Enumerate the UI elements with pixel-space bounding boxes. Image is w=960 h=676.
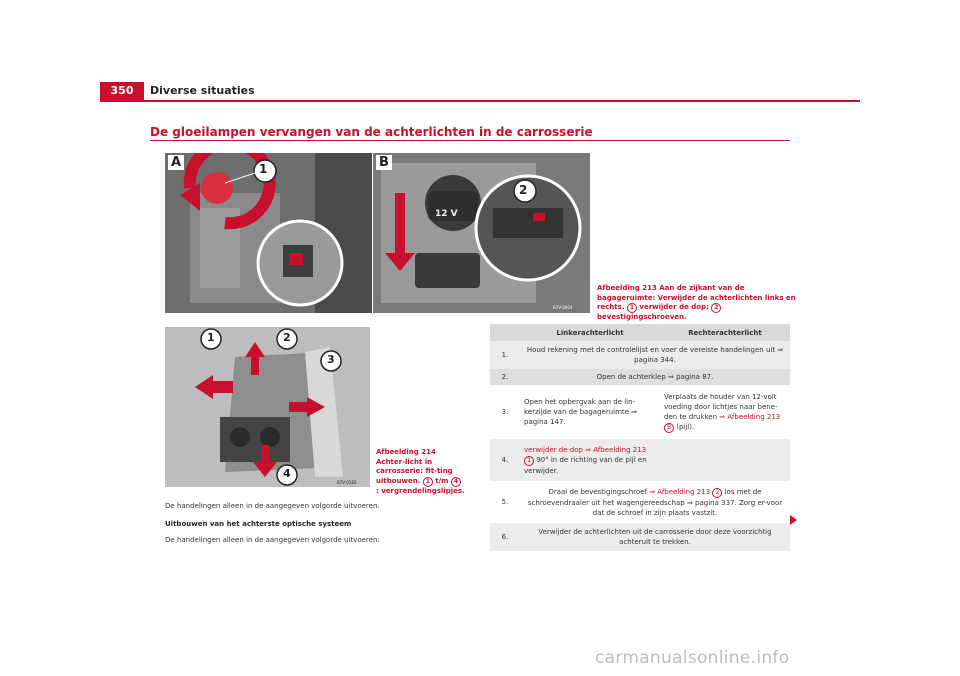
caption-num: 4: [451, 477, 461, 487]
steps-table-wrap: [490, 324, 790, 551]
table-row: 2. Open de achterklep ⇒ pagina 87.: [490, 369, 790, 385]
panel-b-illustration: [373, 153, 590, 313]
figure-link[interactable]: verwijder de dop ⇒ Afbeelding 213: [524, 445, 647, 454]
figure-213-caption: Afbeelding 213 Aan de zijkant van de bagageruimte: Verwijder de achterlichten links en rechts. 1 verwijder de dop; 2 bevestigingschroeven.: [597, 284, 796, 321]
figure-link[interactable]: ⇒ Afbeelding 213: [649, 487, 711, 496]
col-right-header: Rechterachterlicht: [660, 324, 790, 341]
figure-213-panel-a: [165, 153, 372, 313]
figure-213-panel-b: [373, 153, 590, 313]
callout-1: 1: [207, 331, 215, 344]
next-page-arrow-icon[interactable]: [790, 515, 797, 525]
callout-4: 4: [283, 467, 291, 480]
callout-2: 2: [519, 183, 528, 197]
table-row: 5. Draai de bevestigingschroef ⇒ Afbeelding 213 2 los met de schroevendraaier uit het wagengereedschap ⇒ pagina 337. Zorg er-voor dat de schroef in zijn plaats vastzit.: [490, 481, 790, 523]
caption-num: 2: [711, 303, 721, 313]
section-title: Diverse situaties: [150, 84, 255, 97]
caption-num: 1: [627, 303, 637, 313]
caption-num: 1: [423, 477, 433, 487]
figure-213-code: B7V-0604: [553, 305, 573, 310]
socket-label: 12 V: [435, 209, 458, 219]
panel-a-label: A: [168, 155, 184, 170]
page-number: 350: [100, 82, 144, 100]
heading-rule: [150, 140, 790, 141]
table-row: 4. verwijder de dop ⇒ Afbeelding 213 1 90° in de richting van de pijl en verwijder.: [490, 439, 790, 481]
header-rule: [100, 100, 860, 102]
callout-1: 1: [259, 162, 268, 176]
panel-a-illustration: [165, 153, 372, 313]
table-row: 1. Houd rekening met de controlelijst en voer de vereiste handelingen uit ⇒ pagina 344.: [490, 341, 790, 369]
table-row: 6. Verwijder de achterlichten uit de carrosserie door deze voorzichtig achteruit te trekken.: [490, 523, 790, 551]
body-paragraph: De handelingen alleen in de aangegeven volgorde uitvoeren:: [165, 536, 380, 544]
figure-link[interactable]: ⇒ Afbeelding 213: [719, 412, 781, 421]
callout-2: 2: [283, 331, 291, 344]
figure-214-illustration: [165, 327, 370, 487]
watermark: carmanualsonline.info: [595, 648, 790, 668]
page-heading: De gloeilampen vervangen van de achterlichten in de carrosserie: [150, 125, 593, 139]
figure-214: [165, 327, 370, 487]
figure-214-caption: Afbeelding 214 Achter-licht in carrosserie: fit-ting uitbouwen. 1 t/m 4 : vergrendelingslipjes.: [376, 448, 465, 495]
table-row: 3. Open het opbergvak aan de lin-kerzijde van de bagageruimte ⇒ pagina 147. Verplaats de houder van 12-volt voeding door lichtjes naar bene-den te drukken ⇒ Afbeelding 213 B (pijl).: [490, 385, 790, 439]
callout-3: 3: [327, 353, 335, 366]
panel-b-label: B: [376, 155, 392, 170]
body-paragraph: De handelingen alleen in de aangegeven volgorde uitvoeren.: [165, 502, 380, 510]
figure-214-code: B7V-0182: [337, 480, 357, 485]
steps-table: [490, 324, 790, 551]
col-left-header: Linkerachterlicht: [520, 324, 660, 341]
body-subheading: Uitbouwen van het achterste optische systeem: [165, 520, 352, 528]
